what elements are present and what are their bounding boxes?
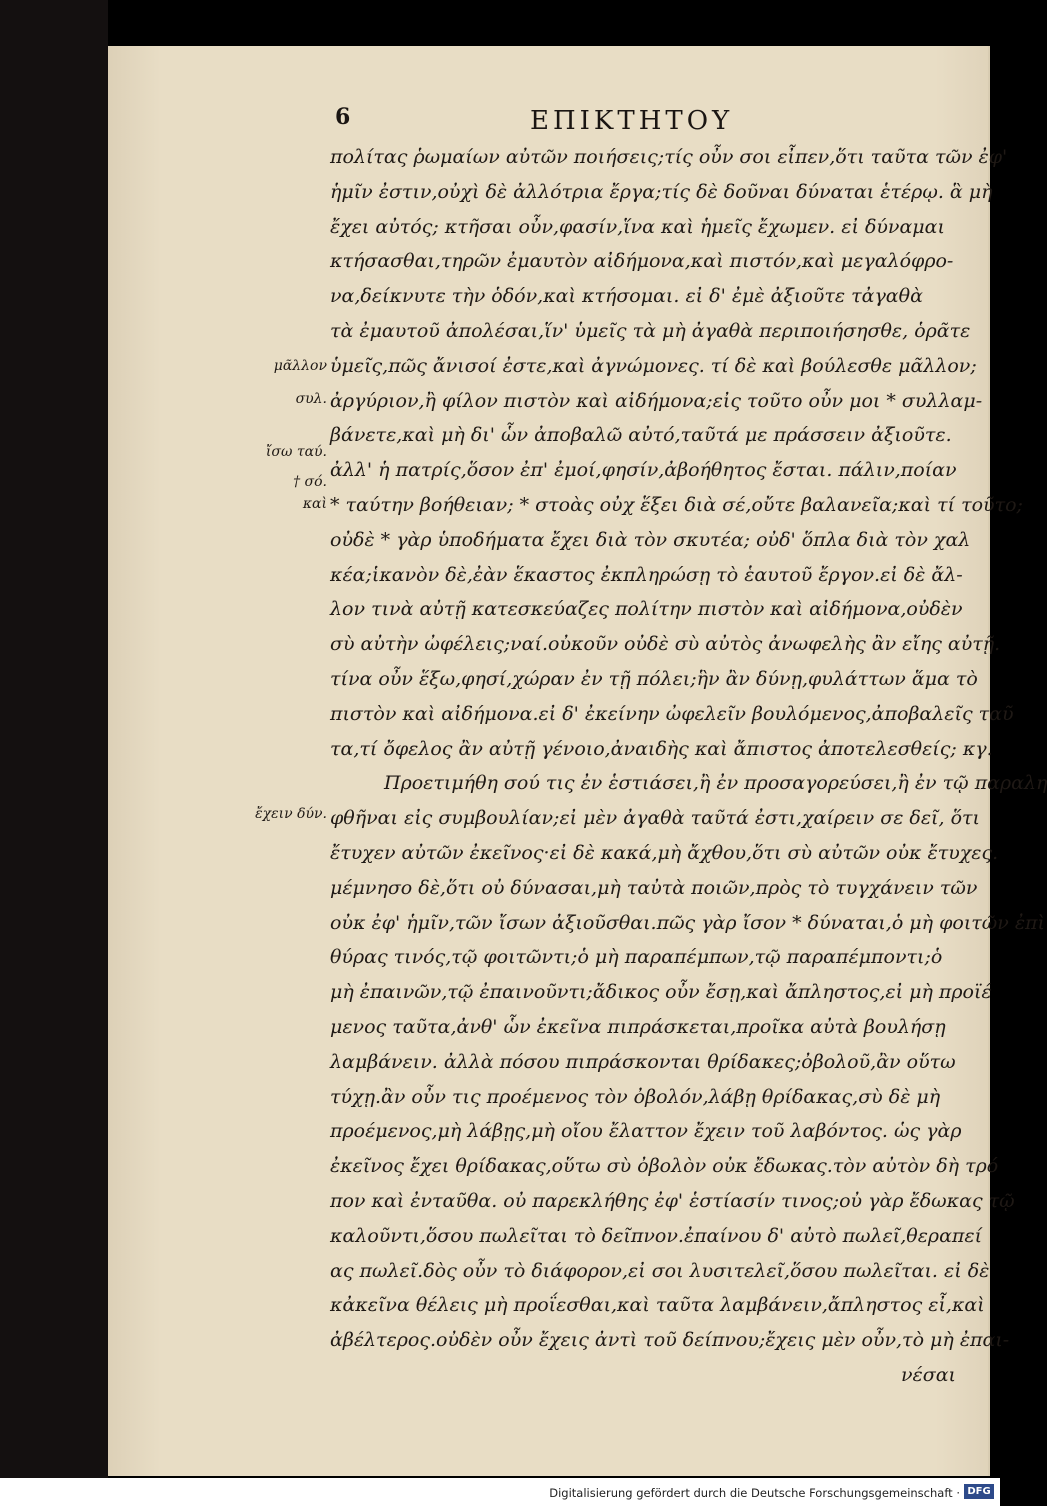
text-line: * ταύτην βοήθειαν; * στοὰς οὐχ ἕξει διὰ σέ,οὔτε βαλανεῖα;καὶ τί τοῦτο;	[330, 493, 1023, 516]
text-line: πον καὶ ἐνταῦθα. οὐ παρεκλήθης ἐφ' ἑστίασίν τινος;οὐ γὰρ ἔδωκας τῷ	[330, 1189, 1015, 1212]
text-line: κτήσασθαι,τηρῶν ἐμαυτὸν αἰδήμονα,καὶ πιστόν,καὶ μεγαλόφρο-	[330, 250, 954, 273]
text-line: προέμενος,μὴ λάβῃς,μὴ οἴου ἔλαττον ἔχειν τοῦ λαβόντος. ὡς γὰρ	[330, 1120, 962, 1143]
text-line: πολίτας ῥωμαίων αὐτῶν ποιήσεις;τίς οὖν σοι εἶπεν,ὅτι ταῦτα τῶν ἐφ'	[330, 146, 1008, 168]
margin-note: † σό.	[293, 474, 327, 490]
margin-note: συλ.	[295, 391, 327, 407]
body-text	[330, 140, 1047, 1393]
text-line: τα,τί ὄφελος ἂν αὐτῇ γένοιο,ἀναιδὴς καὶ ἄπιστος ἀποτελεσθείς; κγ.	[330, 737, 993, 760]
text-line: ας πωλεῖ.δὸς οὖν τὸ διάφορον,εἰ σοι λυσιτελεῖ,ὅσου πωλεῖται. εἰ δὲ	[330, 1259, 990, 1282]
text-line: πιστὸν καὶ αἰδήμονα.εἰ δ' ἐκείνην ὠφελεῖν βουλόμενος,ἀποβαλεῖς ταῦ	[330, 702, 1014, 725]
text-line: καλοῦντι,ὅσου πωλεῖται τὸ δεῖπνον.ἐπαίνου δ' αὐτὸ πωλεῖ,θεραπεί	[330, 1224, 983, 1247]
margin-note: καὶ	[302, 496, 327, 512]
text-line: ἔτυχεν αὐτῶν ἐκεῖνος·εἰ δὲ κακά,μὴ ἄχθου,ὅτι σὺ αὐτῶν οὐκ ἔτυχες.	[330, 841, 999, 864]
text-line: σὺ αὐτὴν ὠφέλεις;ναί.οὐκοῦν οὐδὲ σὺ αὐτὸς ἀνωφελὴς ἂν εἴης αὐτῇ.	[330, 633, 1001, 656]
text-line: τίνα οὖν ἕξω,φησί,χώραν ἐν τῇ πόλει;ἣν ἂν δύνῃ,φυλάττων ἅμα τὸ	[330, 667, 978, 690]
margin-note: μᾶλλον	[273, 358, 327, 374]
text-line: κἀκεῖνα θέλεις μὴ προΐεσθαι,καὶ ταῦτα λαμβάνειν,ἄπληστος εἶ,καὶ	[330, 1294, 985, 1317]
text-line: ἐκεῖνος ἔχει θρίδακας,οὕτω σὺ ὀβολὸν οὐκ ἔδωκας.τὸν αὐτὸν δὴ τρό	[330, 1155, 999, 1178]
text-line: Προετιμήθη σού τις ἐν ἑστιάσει,ἢ ἐν προσαγορεύσει,ἢ ἐν τῷ παραλη	[384, 772, 1047, 795]
funding-notice: Digitalisierung gefördert durch die Deutsche Forschungsgemeinschaft ·	[549, 1486, 960, 1500]
margin-note: ἴσω ταύ.	[265, 444, 327, 460]
text-line: ἀβέλτερος.οὐδὲν οὖν ἔχεις ἀντὶ τοῦ δείπνου;ἔχεις μὲν οὖν,τὸ μὴ ἐπαι-	[330, 1329, 1010, 1352]
text-line: οὐδὲ * γὰρ ὑποδήματα ἔχει διὰ τὸν σκυτέα; οὐδ' ὅπλα διὰ τὸν χαλ	[330, 528, 971, 551]
dfg-logo-icon: DFG	[964, 1484, 994, 1499]
text-line: τύχῃ.ἂν οὖν τις προέμενος τὸν ὀβολόν,λάβῃ θρίδακας,σὺ δὲ μὴ	[330, 1085, 941, 1108]
running-head: ΕΠΙΚΤΗΤΟΥ	[530, 106, 734, 136]
text-line: μὴ ἐπαινῶν,τῷ ἐπαινοῦντι;ἄδικος οὖν ἔσῃ,καὶ ἄπληστος,εἰ μὴ προϊέ	[330, 981, 992, 1004]
text-line: μενος ταῦτα,ἀνθ' ὧν ἐκεῖνα πιπράσκεται,προῖκα αὐτὰ βουλήσῃ	[330, 1015, 946, 1038]
page-number: 6	[335, 104, 351, 130]
text-line: λον τινὰ αὐτῇ κατεσκεύαζες πολίτην πιστὸν καὶ αἰδήμονα,οὐδὲν	[330, 598, 963, 621]
text-line: ὑμεῖς,πῶς ἄνισοί ἐστε,καὶ ἀγνώμονες. τί δὲ καὶ βούλεσθε μᾶλλον;	[330, 354, 977, 377]
text-line: ἀλλ' ἡ πατρίς,ὅσον ἐπ' ἐμοί,φησίν,ἀβοήθητος ἔσται. πάλιν,ποίαν	[330, 459, 957, 482]
text-line: ἡμῖν ἐστιν,οὐχὶ δὲ ἀλλότρια ἔργα;τίς δὲ δοῦναι δύναται ἑτέρῳ. ἃ μὴ	[330, 180, 993, 203]
text-line: λαμβάνειν. ἀλλὰ πόσου πιπράσκονται θρίδακες;ὀβολοῦ,ἂν οὕτω	[330, 1050, 956, 1073]
footer-bar	[0, 1478, 1000, 1506]
text-line: θύρας τινός,τῷ φοιτῶντι;ὁ μὴ παραπέμπων,τῷ παραπέμποντι;ὁ	[330, 946, 943, 969]
text-line: τὰ ἐμαυτοῦ ἀπολέσαι,ἵν' ὑμεῖς τὰ μὴ ἀγαθὰ περιποιήσησθε, ὁρᾶτε	[330, 319, 971, 342]
text-line: κέα;ἱκανὸν δὲ,ἐὰν ἕκαστος ἐκπληρώσῃ τὸ ἑαυτοῦ ἔργον.εἰ δὲ ἄλ-	[330, 563, 963, 586]
text-line: οὐκ ἐφ' ἡμῖν,τῶν ἴσων ἀξιοῦσθαι.πῶς γὰρ ἴσον * δύναται,ὁ μὴ φοιτῶν ἐπὶ	[330, 911, 1045, 934]
catchword: νέσαι	[901, 1363, 956, 1386]
text-line: να,δείκνυτε τὴν ὁδόν,καὶ κτήσομαι. εἰ δ' ἐμὲ ἀξιοῦτε τἀγαθὰ	[330, 285, 923, 308]
margin-note: ἔχειν δύν.	[255, 806, 327, 822]
text-line: μέμνησο δὲ,ὅτι οὐ δύνασαι,μὴ ταὐτὰ ποιῶν,πρὸς τὸ τυγχάνειν τῶν	[330, 876, 978, 899]
text-line: ἔχει αὐτός; κτῆσαι οὖν,φασίν,ἵνα καὶ ἡμεῖς ἔχωμεν. εἰ δύναμαι	[330, 215, 945, 238]
text-line: φθῆναι εἰς συμβουλίαν;εἰ μὲν ἀγαθὰ ταῦτά ἐστι,χαίρειν σε δεῖ, ὅτι	[330, 807, 980, 830]
scan-background	[0, 0, 108, 1478]
text-line: βάνετε,καὶ μὴ δι' ὧν ἀποβαλῶ αὐτό,ταῦτά με πράσσειν ἀξιοῦτε.	[330, 424, 952, 447]
text-line: ἀργύριον,ἢ φίλον πιστὸν καὶ αἰδήμονα;εἰς τοῦτο οὖν μοι * συλλαμ-	[330, 389, 983, 412]
